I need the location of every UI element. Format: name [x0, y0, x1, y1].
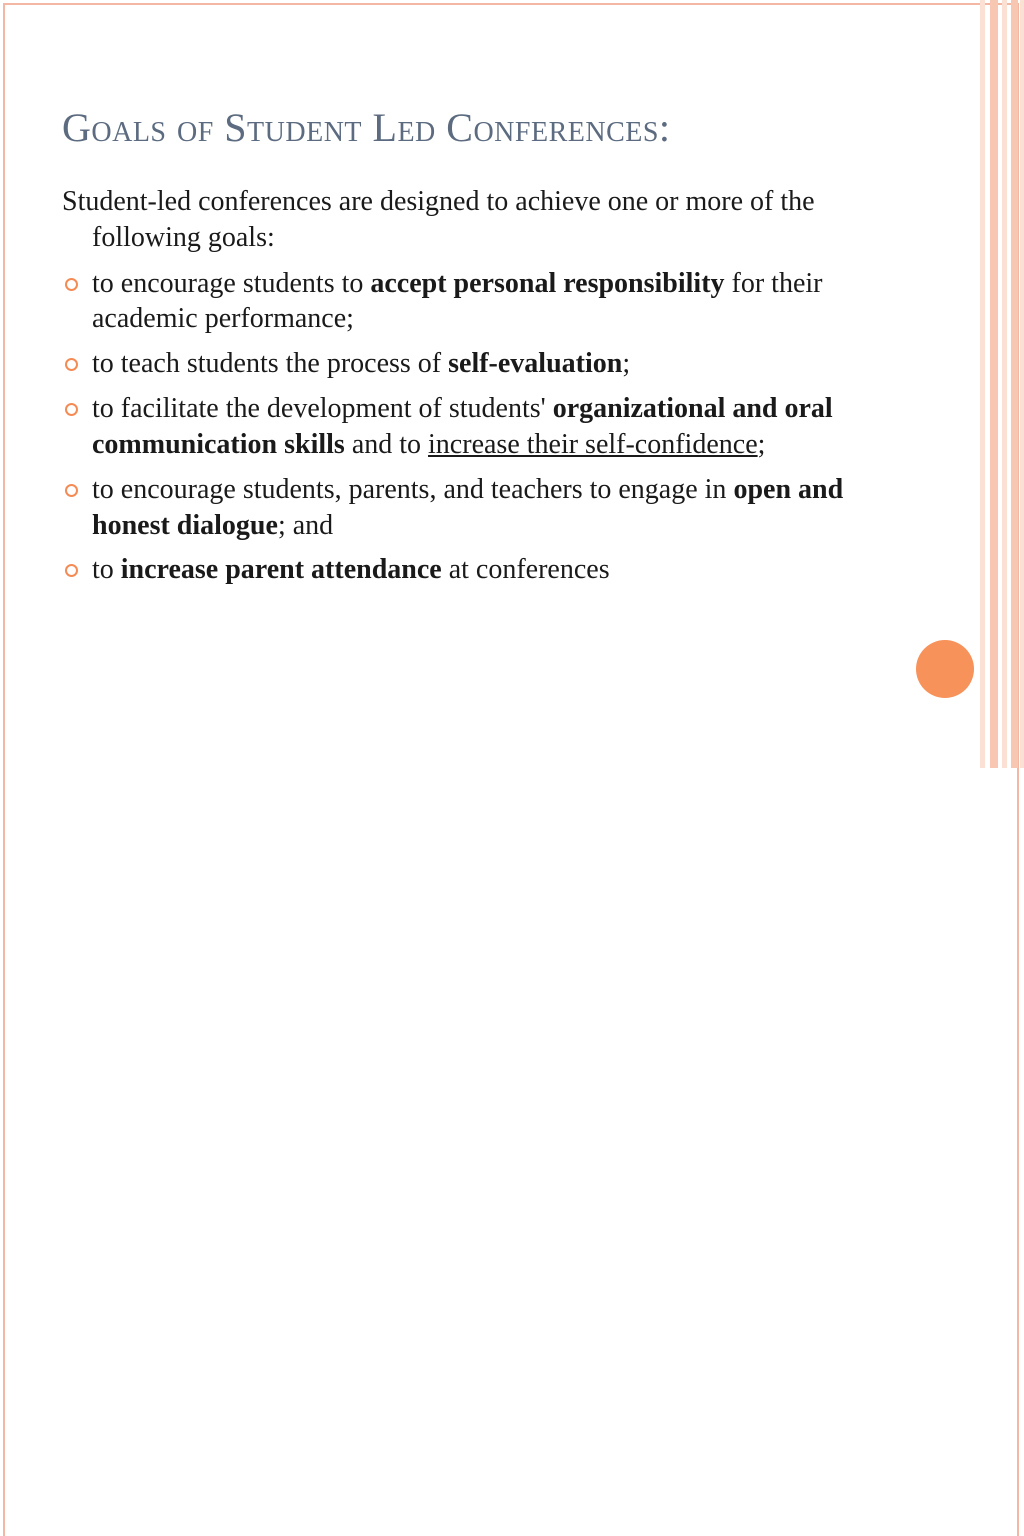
- bullet-emphasis: organizational and oral communication skills: [92, 393, 833, 460]
- bullet-item: [62, 552, 892, 588]
- bullet-underlined: increase their self-confidence: [428, 428, 758, 460]
- bullet-text: to encourage students, parents, and teachers to engage in: [92, 473, 734, 505]
- bullet-item: [62, 266, 892, 338]
- stripe: [1020, 0, 1024, 768]
- bullet-item: [62, 391, 892, 463]
- stripe: [1002, 0, 1007, 768]
- decorative-stripes: [980, 0, 1024, 768]
- slide-body: [62, 184, 892, 597]
- bullet-emphasis: increase parent attendance: [120, 554, 442, 586]
- bullet-text: to encourage students to: [92, 267, 371, 299]
- stripe: [990, 0, 998, 768]
- bullet-text: and to: [344, 428, 429, 460]
- bullet-ring-icon: [65, 358, 78, 371]
- bullet-text: to: [92, 554, 121, 586]
- bullet-emphasis: open and honest dialogue: [92, 473, 844, 541]
- bullet-ring-icon: [65, 403, 78, 416]
- bullet-ring-icon: [65, 564, 78, 577]
- decorative-circle: [916, 640, 974, 698]
- bullet-ring-icon: [65, 278, 78, 291]
- bullet-item: [62, 346, 892, 382]
- bullet-text: at conferences: [441, 554, 610, 586]
- intro-paragraph: Student-led conferences are designed to achieve one or more of the following goals:: [62, 186, 815, 253]
- bullet-emphasis: self-evaluation: [448, 348, 623, 380]
- bullet-text: ;: [622, 348, 631, 380]
- slide-title: Goals of Student Led Conferences:: [62, 105, 671, 150]
- stripe: [1011, 0, 1018, 768]
- stripe: [980, 0, 985, 768]
- bullet-emphasis: accept personal responsibility: [370, 267, 725, 299]
- bullet-text: to facilitate the development of students': [92, 393, 553, 425]
- bullet-text: for their academic performance;: [92, 267, 823, 335]
- bullet-text: ; and: [277, 509, 334, 541]
- bullet-text: ;: [757, 428, 766, 460]
- bullet-ring-icon: [65, 484, 78, 497]
- bullet-item: [62, 472, 892, 544]
- bullet-text: to teach students the process of: [92, 348, 449, 380]
